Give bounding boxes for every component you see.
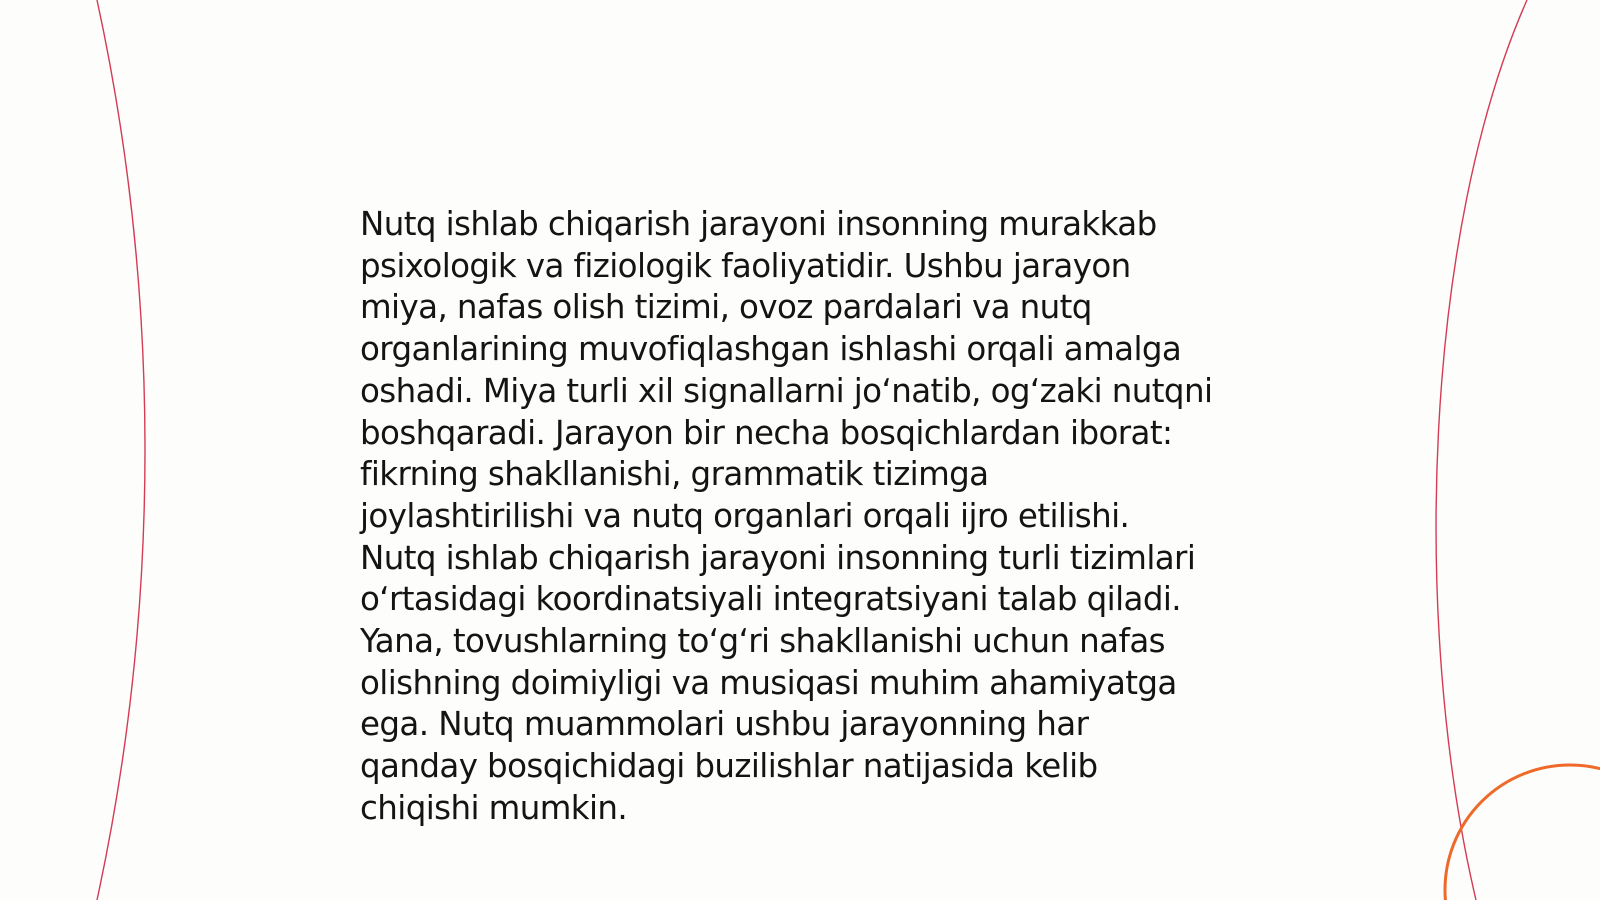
slide-body-text: Nutq ishlab chiqarish jarayoni insonning murakkab psixologik va fiziologik faoliyatidir. Ushbu jarayon miya, nafas olish tizimi, ovoz pardalari va nutq organlarining muvofiqlashgan ishlashi orqali amalga oshadi. Miya turli xil signallarni jo‘natib, og‘zaki nutqni boshqaradi. Jarayon bir necha bosqichlardan iborat: fikrning shakllanishi, grammatik tizimga joylashtirilishi va nutq organlari orqali ijro etilishi. Nutq ishlab chiqarish jarayoni insonning turli tizimlari o‘rtasidagi koordinatsiyali integratsiyani talab qiladi. Yana, tovushlarning to‘g‘ri shakllanishi uchun nafas olishning doimiyligi va musiqasi muhim ahamiyatga ega. Nutq muammolari ushbu jarayonning har qanday bosqichidagi buzilishlar natijasida kelib chiqishi mumkin. (360, 205, 1213, 827)
right-curve-line (1436, 0, 1527, 900)
orange-circle (1445, 765, 1600, 900)
left-curve-line (97, 0, 145, 900)
